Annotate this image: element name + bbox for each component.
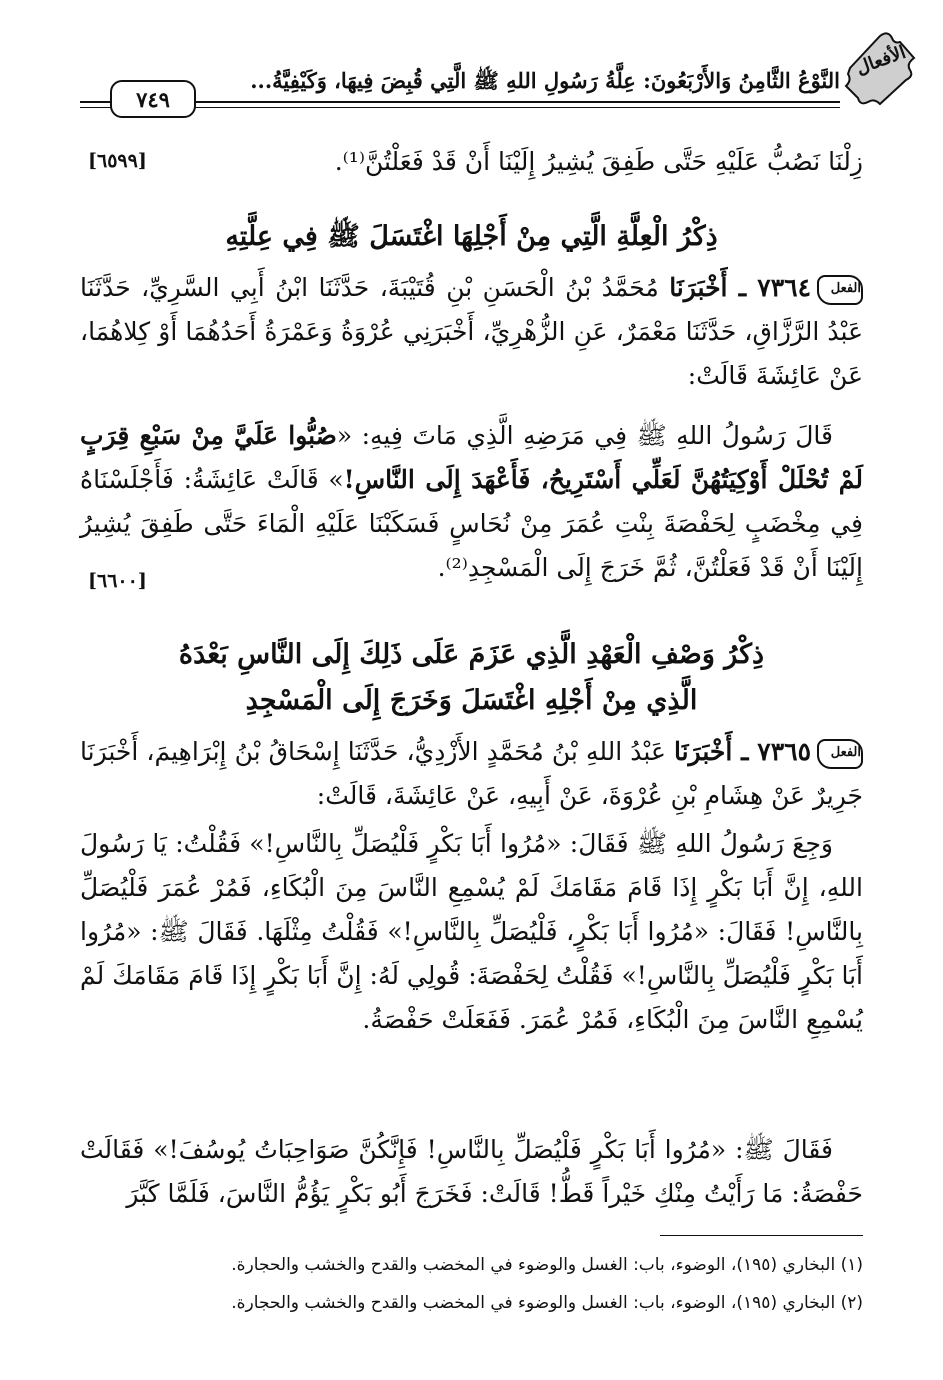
continuation-paragraph (80, 140, 863, 184)
section-heading-2 (80, 632, 863, 724)
page-number: ٧٤٩ (110, 80, 196, 118)
heading-2-line-1: ذِكْرُ وَصْفِ الْعَهْدِ الَّذِي عَزَمَ عَلَى ذَلِكَ إِلَى النَّاسِ بَعْدَهُ (178, 639, 765, 670)
continuation-text: زِلْنَا نَصُبُّ عَلَيْهِ حَتَّى طَفِقَ يُشِيرُ إِلَيْنَا أَنْ قَدْ فَعَلْتُنَّ⁽¹⁾. (334, 147, 863, 176)
page-header (80, 28, 915, 118)
hadith-number: ٧٣٦٤ ـ أَخْبَرَنَا (669, 273, 811, 302)
section-badge: الأفعال (853, 41, 909, 80)
hadith-ref-6599: [٦٥٩٩] (88, 150, 147, 172)
hadith-number: ٧٣٦٥ ـ أَخْبَرَنَا (673, 737, 811, 766)
matn-prophetic-saying: صُبُّوا عَلَيَّ مِنْ سَبْعِ قِرَبٍ لَمْ تُحْلَلْ أَوْكِيَتُهُنَّ لَعَلِّي أَسْتَرِيحُ، فَأَعْهَدَ إِلَى النَّاسِ! (80, 421, 863, 494)
fil-badge-icon: الفعل (817, 275, 863, 305)
hadith-7364-isnad (80, 266, 863, 398)
section-heading-1: ذِكْرُ الْعِلَّةِ الَّتِي مِنْ أَجْلِهَا اغْتَسَلَ ﷺ فِي عِلَّتِهِ (225, 221, 718, 252)
footnote-1: (١) البخاري (١٩٥)، الوضوء، باب: الغسل والوضوء في المخضب والقدح والخشب والحجارة. (231, 1255, 863, 1275)
isnad-text: عَبْدُ اللهِ بْنُ مُحَمَّدٍ الأَزْدِيُّ، حَدَّثَنَا إِسْحَاقُ بْنُ إِبْرَاهِيمَ، أَخْبَرَنَا جَرِيرٌ عَنْ هِشَامِ بْنِ عُرْوَةَ، عَنْ أَبِيهِ، عَنْ عَائِشَةَ، قَالَتْ: (80, 737, 863, 810)
hadith-7365-matn-2: فَقَالَ ﷺ: «مُرُوا أَبَا بَكْرٍ فَلْيُصَلِّ بِالنَّاسِ! فَإِنَّكُنَّ صَوَاحِبَاتُ يُوسُفَ!» فَقَالَتْ حَفْصَةُ: مَا رَأَيْتُ مِنْكِ خَيْراً قَطُّ! قَالَتْ: فَخَرَجَ أَبُو بَكْرٍ يَؤُمُّ النَّاسَ، فَلَمَّا كَبَّرَ (80, 1135, 863, 1208)
footnote-2: (٢) البخاري (١٩٥)، الوضوء، باب: الغسل والوضوء في المخضب والقدح والخشب والحجارة. (231, 1293, 863, 1313)
matn-rest: » قَالَتْ عَائِشَةُ: فَأَجْلَسْنَاهُ فِي مِخْضَبٍ لِحَفْصَةَ بِنْتِ عُمَرَ مِنْ نُحَاسٍ فَسَكَبْنَا عَلَيْهِ الْمَاءَ حَتَّى طَفِقَ يُشِيرُ إِلَيْنَا أَنْ قَدْ فَعَلْتُنَّ، ثُمَّ خَرَجَ إِلَى الْمَسْجِدِ⁽²⁾. (80, 465, 863, 582)
matn-intro: قَالَ رَسُولُ اللهِ ﷺ فِي مَرَضِهِ الَّذِي مَاتَ فِيهِ: « (336, 421, 833, 450)
footnote-rule (660, 1235, 863, 1236)
isnad-text: مُحَمَّدُ بْنُ الْحَسَنِ بْنِ قُتَيْبَةَ، حَدَّثَنَا ابْنُ أَبِي السَّرِيِّ، حَدَّثَنَا عَبْدُ الرَّزَّاقِ، حَدَّثَنَا مَعْمَرٌ، عَنِ الزُّهْرِيِّ، أَخْبَرَنِي عُرْوَةُ وَعَمْرَةُ أَحَدُهُمَا أَوْ كِلاهُمَا، عَنْ عَائِشَةَ قَالَتْ: (80, 273, 863, 390)
hadith-7365-matn-1: وَجِعَ رَسُولُ اللهِ ﷺ فَقَالَ: «مُرُوا أَبَا بَكْرٍ فَلْيُصَلِّ بِالنَّاسِ!» فَقُلْتُ: يَا رَسُولَ اللهِ، إِنَّ أَبَا بَكْرٍ إِذَا قَامَ مَقَامَكَ لَمْ يُسْمِعِ النَّاسَ مِنَ الْبُكَاءِ، فَمُرْ عُمَرَ فَلْيُصَلِّ بِالنَّاسِ! فَقَالَ: «مُرُوا أَبَا بَكْرٍ، فَلْيُصَلِّ بِالنَّاسِ!» فَقُلْتُ مِثْلَهَا. فَقَالَ ﷺ: «مُرُوا أَبَا بَكْرٍ فَلْيُصَلِّ بِالنَّاسِ!» فَقُلْتُ لِحَفْصَةَ: قُولِي لَهُ: إِنَّ أَبَا بَكْرٍ إِذَا قَامَ مَقَامَكَ لَمْ يُسْمِعِ النَّاسَ مِنَ الْبُكَاءِ، فَمُرْ عُمَرَ. فَفَعَلَتْ حَفْصَةُ. (80, 829, 863, 1034)
hadith-7364-matn (80, 414, 863, 590)
heading-2-line-2: الَّذِي مِنْ أَجْلِهِ اغْتَسَلَ وَخَرَجَ إِلَى الْمَسْجِدِ (245, 685, 698, 716)
running-title: النَّوْعُ الثَّامِنُ وَالأَرْبَعُونَ: عِلَّةُ رَسُولِ اللهِ ﷺ الَّتِي قُبِضَ فِيهَا، وَكَيْفِيَّةُ... (250, 68, 840, 93)
fil-badge-icon: الفعل (817, 739, 863, 769)
hadith-ref-6600: [٦٦٠٠] (88, 570, 147, 592)
hadith-7365-isnad (80, 730, 863, 818)
